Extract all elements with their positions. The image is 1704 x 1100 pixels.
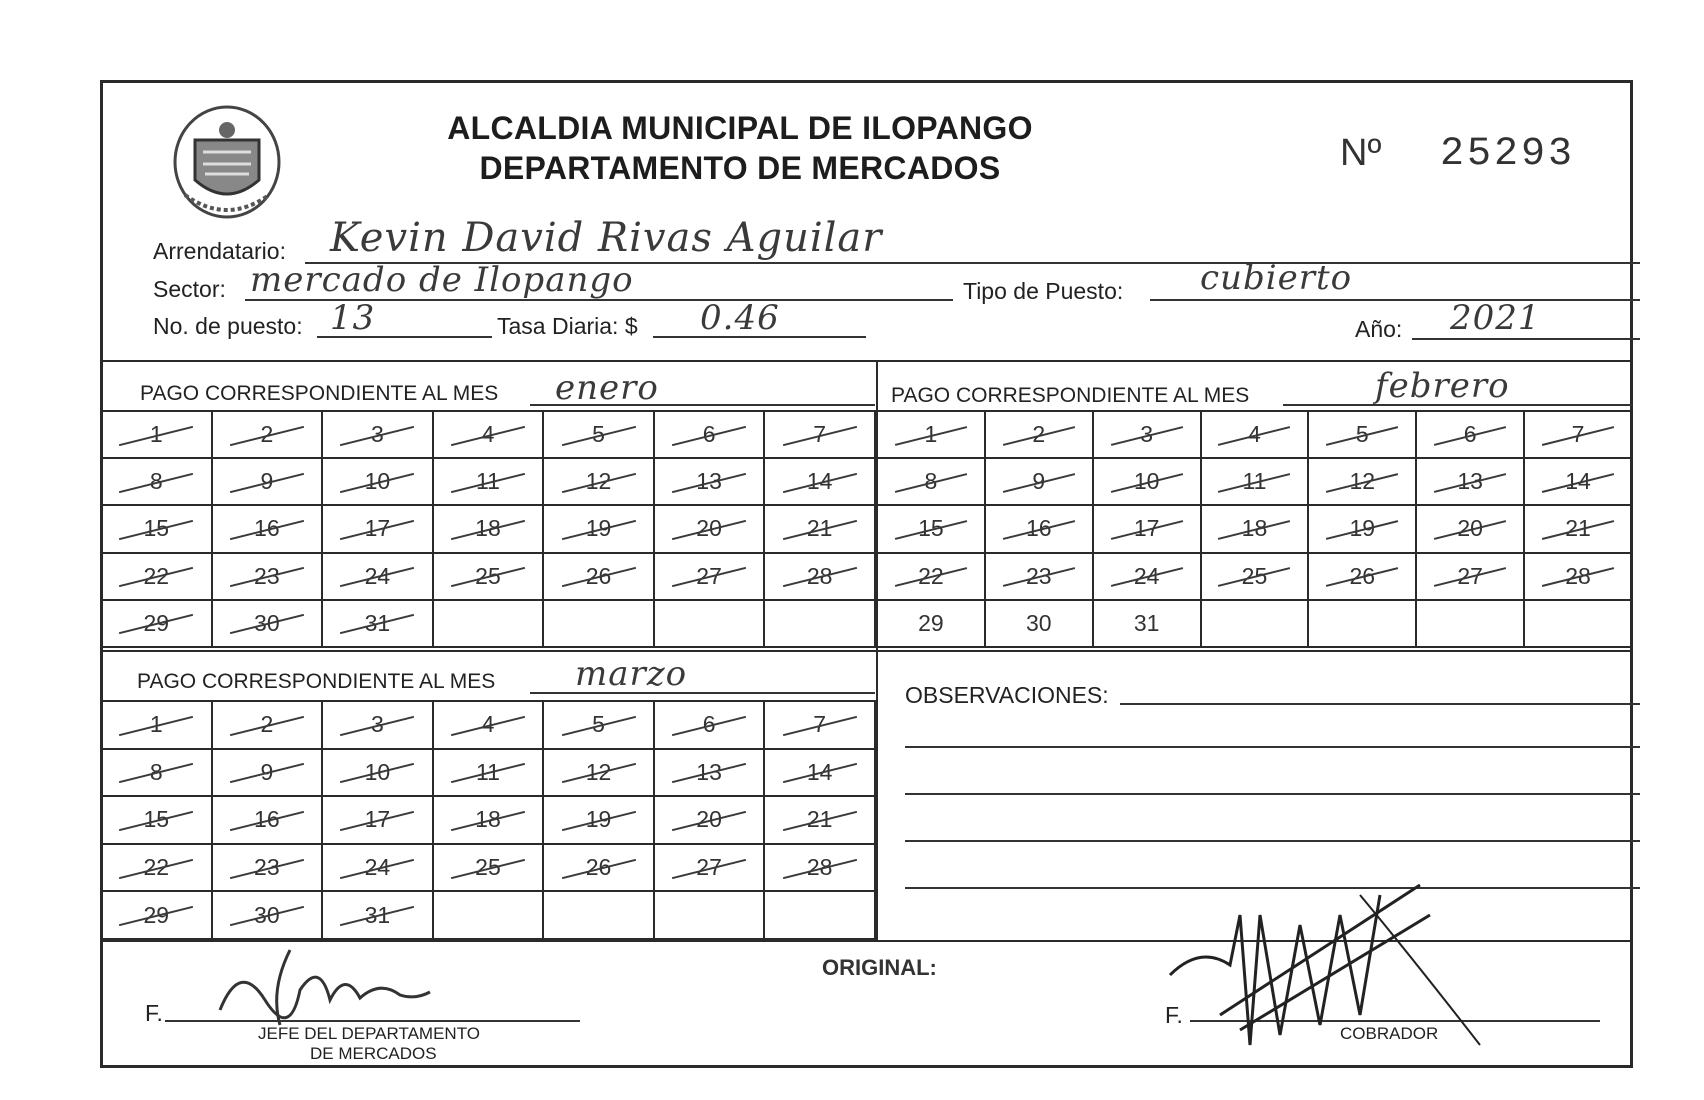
day-cell-28 <box>764 844 875 892</box>
folio-label: Nº <box>1340 132 1382 174</box>
day-cell-25 <box>1201 553 1309 600</box>
day-cell-20 <box>1416 505 1524 552</box>
month-grid-febrero <box>876 410 1633 648</box>
day-cell-2 <box>212 701 323 749</box>
day-cell-19 <box>543 505 654 552</box>
day-cell-5 <box>543 701 654 749</box>
day-number: 1 <box>149 711 163 738</box>
day-number: 27 <box>696 562 722 589</box>
day-number: 3 <box>371 421 384 448</box>
day-cell-30 <box>212 600 323 647</box>
day-number: 11 <box>1242 468 1267 495</box>
day-cell-13 <box>654 749 765 797</box>
day-number: 3 <box>1140 421 1153 448</box>
day-number: 24 <box>364 854 391 881</box>
day-number: 2 <box>260 421 274 448</box>
empty-cell <box>764 891 875 939</box>
day-number: 13 <box>1457 468 1483 495</box>
day-number: 21 <box>1565 515 1591 542</box>
day-number: 30 <box>254 901 280 928</box>
day-number: 7 <box>813 711 827 738</box>
day-cell-29 <box>877 600 985 647</box>
month-name: enero <box>555 368 659 408</box>
day-cell-28 <box>1524 553 1632 600</box>
day-number: 27 <box>696 854 722 881</box>
day-number: 5 <box>1355 421 1369 448</box>
day-number: 15 <box>918 515 944 542</box>
day-number: 25 <box>1241 562 1268 589</box>
day-number: 26 <box>585 854 612 881</box>
day-number: 11 <box>476 758 500 785</box>
day-cell-31 <box>1093 600 1201 647</box>
day-cell-21 <box>764 796 875 844</box>
day-cell-28 <box>764 553 875 600</box>
day-row <box>877 505 1632 552</box>
day-cell-17 <box>322 796 433 844</box>
day-cell-25 <box>433 844 544 892</box>
day-number: 4 <box>481 711 495 738</box>
day-number: 1 <box>924 421 938 448</box>
arrendatario-label: Arrendatario: <box>153 238 286 264</box>
day-cell-1 <box>877 411 985 458</box>
day-number: 14 <box>806 758 833 785</box>
grid-divider <box>100 360 1633 362</box>
day-cell-25 <box>433 553 544 600</box>
day-cell-27 <box>654 844 765 892</box>
page-subtitle: DEPARTAMENTO DE MERCADOS <box>479 150 1001 186</box>
empty-cell <box>654 891 765 939</box>
day-number: 23 <box>254 854 280 881</box>
day-cell-12 <box>1308 458 1416 505</box>
day-cell-8 <box>877 458 985 505</box>
day-row <box>101 749 875 797</box>
day-number: 24 <box>1133 562 1160 589</box>
day-number: 21 <box>806 806 833 833</box>
day-number: 26 <box>1349 562 1376 589</box>
observaciones-line <box>905 793 1640 795</box>
day-cell-14 <box>764 749 875 797</box>
day-cell-23 <box>212 553 323 600</box>
day-cell-11 <box>433 749 544 797</box>
day-number: 16 <box>254 806 280 833</box>
day-number: 4 <box>1248 421 1261 448</box>
page-title: ALCALDIA MUNICIPAL DE ILOPANGO <box>447 110 1033 146</box>
empty-cell <box>654 600 765 647</box>
empty-cell <box>1524 600 1632 647</box>
day-number: 17 <box>364 806 391 833</box>
day-row <box>101 701 875 749</box>
day-number: 12 <box>585 468 612 495</box>
day-number: 5 <box>592 711 605 738</box>
day-number: 19 <box>585 806 612 833</box>
observaciones-line <box>1120 703 1640 705</box>
day-number: 19 <box>585 515 612 542</box>
grid-divider <box>100 650 1633 652</box>
day-number: 28 <box>1565 562 1591 589</box>
month-heading: PAGO CORRESPONDIENTE AL MES <box>137 670 496 693</box>
day-number: 20 <box>696 515 722 542</box>
day-cell-29 <box>101 891 212 939</box>
day-cell-2 <box>985 411 1093 458</box>
arrendatario-value: Kevin David Rivas Aguilar <box>330 215 883 261</box>
day-number: 14 <box>1565 468 1591 495</box>
day-number: 16 <box>254 515 280 542</box>
day-number: 2 <box>260 711 274 738</box>
day-cell-11 <box>433 458 544 505</box>
month-heading: PAGO CORRESPONDIENTE AL MES <box>891 384 1250 407</box>
day-cell-8 <box>101 749 212 797</box>
day-number: 25 <box>475 854 501 881</box>
sector-label: Sector: <box>153 276 226 302</box>
tasa-label: Tasa Diaria: $ <box>497 313 638 339</box>
day-cell-10 <box>322 749 433 797</box>
month-heading: PAGO CORRESPONDIENTE AL MES <box>140 382 499 405</box>
day-cell-16 <box>985 505 1093 552</box>
tipo-puesto-line <box>1150 299 1640 301</box>
day-row <box>101 553 875 600</box>
day-number: 6 <box>702 421 716 448</box>
day-number: 20 <box>696 806 722 833</box>
day-number: 21 <box>806 515 833 542</box>
month-grid-marzo <box>100 700 876 940</box>
anio-label: Año: <box>1355 316 1403 342</box>
day-row <box>101 844 875 892</box>
day-cell-3 <box>1093 411 1201 458</box>
day-cell-12 <box>543 458 654 505</box>
day-cell-20 <box>654 505 765 552</box>
day-number: 26 <box>585 562 612 589</box>
day-number: 23 <box>1025 562 1052 589</box>
day-number: 7 <box>1571 421 1585 448</box>
day-cell-20 <box>654 796 765 844</box>
day-cell-1 <box>101 701 212 749</box>
month-name: febrero <box>1375 366 1510 406</box>
day-cell-5 <box>543 411 654 458</box>
day-row <box>877 553 1632 600</box>
empty-cell <box>764 600 875 647</box>
day-row <box>101 796 875 844</box>
observaciones-line <box>905 840 1640 842</box>
day-cell-19 <box>543 796 654 844</box>
day-row <box>101 891 875 939</box>
day-cell-21 <box>1524 505 1632 552</box>
cobrador-label: COBRADOR <box>1340 1024 1439 1043</box>
day-cell-16 <box>212 505 323 552</box>
day-cell-12 <box>543 749 654 797</box>
day-cell-4 <box>1201 411 1309 458</box>
day-number: 29 <box>918 609 944 636</box>
empty-cell <box>433 600 544 647</box>
day-number: 29 <box>143 609 170 636</box>
day-row <box>101 411 875 458</box>
day-number: 27 <box>1457 562 1483 589</box>
day-number: 9 <box>260 758 274 785</box>
day-number: 25 <box>475 562 501 589</box>
day-cell-4 <box>433 411 544 458</box>
observaciones-label: OBSERVACIONES: <box>905 682 1109 708</box>
day-cell-27 <box>654 553 765 600</box>
day-number: 3 <box>371 711 384 738</box>
day-cell-15 <box>101 505 212 552</box>
puesto-label: No. de puesto: <box>153 313 303 339</box>
day-cell-16 <box>212 796 323 844</box>
day-number: 22 <box>918 562 944 589</box>
day-cell-3 <box>322 701 433 749</box>
day-number: 31 <box>364 609 391 636</box>
day-number: 31 <box>364 901 391 928</box>
tipo-puesto-value: cubierto <box>1200 258 1353 298</box>
day-number: 17 <box>364 515 391 542</box>
day-number: 24 <box>364 562 391 589</box>
sector-value: mercado de Ilopango <box>250 260 634 300</box>
f-left-label: F. <box>145 1000 163 1026</box>
day-cell-9 <box>985 458 1093 505</box>
day-number: 22 <box>143 854 170 881</box>
day-cell-26 <box>543 553 654 600</box>
f-right-label: F. <box>1165 1002 1183 1028</box>
day-number: 5 <box>592 421 605 448</box>
day-cell-9 <box>212 749 323 797</box>
day-cell-30 <box>212 891 323 939</box>
day-cell-7 <box>764 411 875 458</box>
day-cell-15 <box>101 796 212 844</box>
jefe-line1: JEFE DEL DEPARTAMENTO <box>258 1024 480 1043</box>
jefe-line2: DE MERCADOS <box>310 1044 437 1063</box>
empty-cell <box>433 891 544 939</box>
day-number: 13 <box>696 468 722 495</box>
day-cell-19 <box>1308 505 1416 552</box>
day-row <box>101 458 875 505</box>
month-name: marzo <box>575 654 688 694</box>
day-number: 10 <box>1133 468 1160 495</box>
day-cell-22 <box>101 553 212 600</box>
day-cell-26 <box>1308 553 1416 600</box>
day-number: 16 <box>1025 515 1052 542</box>
day-cell-5 <box>1308 411 1416 458</box>
observaciones-line <box>905 746 1640 748</box>
day-cell-27 <box>1416 553 1524 600</box>
day-number: 30 <box>254 609 280 636</box>
day-number: 6 <box>702 711 716 738</box>
day-number: 10 <box>364 468 391 495</box>
day-number: 12 <box>1349 468 1376 495</box>
day-cell-4 <box>433 701 544 749</box>
day-number: 18 <box>475 515 501 542</box>
day-cell-10 <box>322 458 433 505</box>
day-number: 14 <box>806 468 833 495</box>
day-number: 15 <box>143 806 170 833</box>
day-number: 8 <box>149 468 163 495</box>
day-number: 30 <box>1025 609 1052 636</box>
tasa-value: 0.46 <box>700 298 780 338</box>
day-number: 11 <box>476 468 500 495</box>
day-cell-13 <box>1416 458 1524 505</box>
day-number: 8 <box>924 468 938 495</box>
day-row <box>101 600 875 647</box>
day-cell-6 <box>654 411 765 458</box>
anio-value: 2021 <box>1450 298 1541 338</box>
puesto-value: 13 <box>330 298 376 338</box>
day-cell-22 <box>877 553 985 600</box>
day-row <box>877 458 1632 505</box>
day-number: 23 <box>254 562 280 589</box>
empty-cell <box>543 600 654 647</box>
day-row <box>101 505 875 552</box>
day-number: 18 <box>1241 515 1268 542</box>
day-cell-24 <box>1093 553 1201 600</box>
empty-cell <box>543 891 654 939</box>
day-cell-13 <box>654 458 765 505</box>
day-cell-31 <box>322 891 433 939</box>
day-cell-22 <box>101 844 212 892</box>
day-cell-7 <box>1524 411 1632 458</box>
day-cell-17 <box>1093 505 1201 552</box>
day-cell-17 <box>322 505 433 552</box>
day-cell-11 <box>1201 458 1309 505</box>
day-cell-9 <box>212 458 323 505</box>
day-cell-2 <box>212 411 323 458</box>
day-number: 31 <box>1133 609 1160 636</box>
day-number: 18 <box>475 806 501 833</box>
day-number: 22 <box>143 562 170 589</box>
day-cell-23 <box>212 844 323 892</box>
day-number: 10 <box>364 758 391 785</box>
day-cell-21 <box>764 505 875 552</box>
day-cell-29 <box>101 600 212 647</box>
month-grid-enero <box>100 410 876 648</box>
tipo-puesto-label: Tipo de Puesto: <box>963 278 1124 304</box>
jefe-signature-icon <box>210 940 440 1030</box>
day-cell-6 <box>1416 411 1524 458</box>
day-cell-14 <box>1524 458 1632 505</box>
day-cell-15 <box>877 505 985 552</box>
day-cell-6 <box>654 701 765 749</box>
folio-number: 25293 <box>1440 132 1576 177</box>
day-cell-8 <box>101 458 212 505</box>
day-number: 15 <box>143 515 170 542</box>
day-cell-18 <box>433 796 544 844</box>
day-number: 7 <box>813 421 827 448</box>
day-number: 29 <box>143 901 170 928</box>
day-row <box>877 411 1632 458</box>
day-number: 12 <box>585 758 612 785</box>
day-row <box>877 600 1632 647</box>
day-cell-7 <box>764 701 875 749</box>
day-number: 4 <box>481 421 495 448</box>
municipal-seal-icon <box>165 100 290 225</box>
day-cell-18 <box>433 505 544 552</box>
day-number: 13 <box>696 758 722 785</box>
day-number: 17 <box>1133 515 1160 542</box>
empty-cell <box>1201 600 1309 647</box>
day-number: 2 <box>1032 421 1046 448</box>
day-cell-1 <box>101 411 212 458</box>
day-number: 28 <box>806 562 833 589</box>
day-cell-18 <box>1201 505 1309 552</box>
day-cell-26 <box>543 844 654 892</box>
day-cell-24 <box>322 553 433 600</box>
day-cell-31 <box>322 600 433 647</box>
anio-line <box>1412 338 1640 340</box>
day-cell-3 <box>322 411 433 458</box>
day-number: 8 <box>149 758 163 785</box>
day-number: 1 <box>149 421 163 448</box>
day-cell-30 <box>985 600 1093 647</box>
empty-cell <box>1416 600 1524 647</box>
day-number: 19 <box>1349 515 1376 542</box>
original-label: ORIGINAL: <box>822 955 937 980</box>
day-number: 20 <box>1457 515 1483 542</box>
day-number: 9 <box>1032 468 1046 495</box>
day-number: 6 <box>1463 421 1477 448</box>
day-cell-14 <box>764 458 875 505</box>
day-cell-23 <box>985 553 1093 600</box>
day-cell-24 <box>322 844 433 892</box>
cobrador-signature-icon <box>1160 855 1500 1055</box>
day-number: 28 <box>806 854 833 881</box>
day-number: 9 <box>260 468 274 495</box>
empty-cell <box>1308 600 1416 647</box>
day-cell-10 <box>1093 458 1201 505</box>
